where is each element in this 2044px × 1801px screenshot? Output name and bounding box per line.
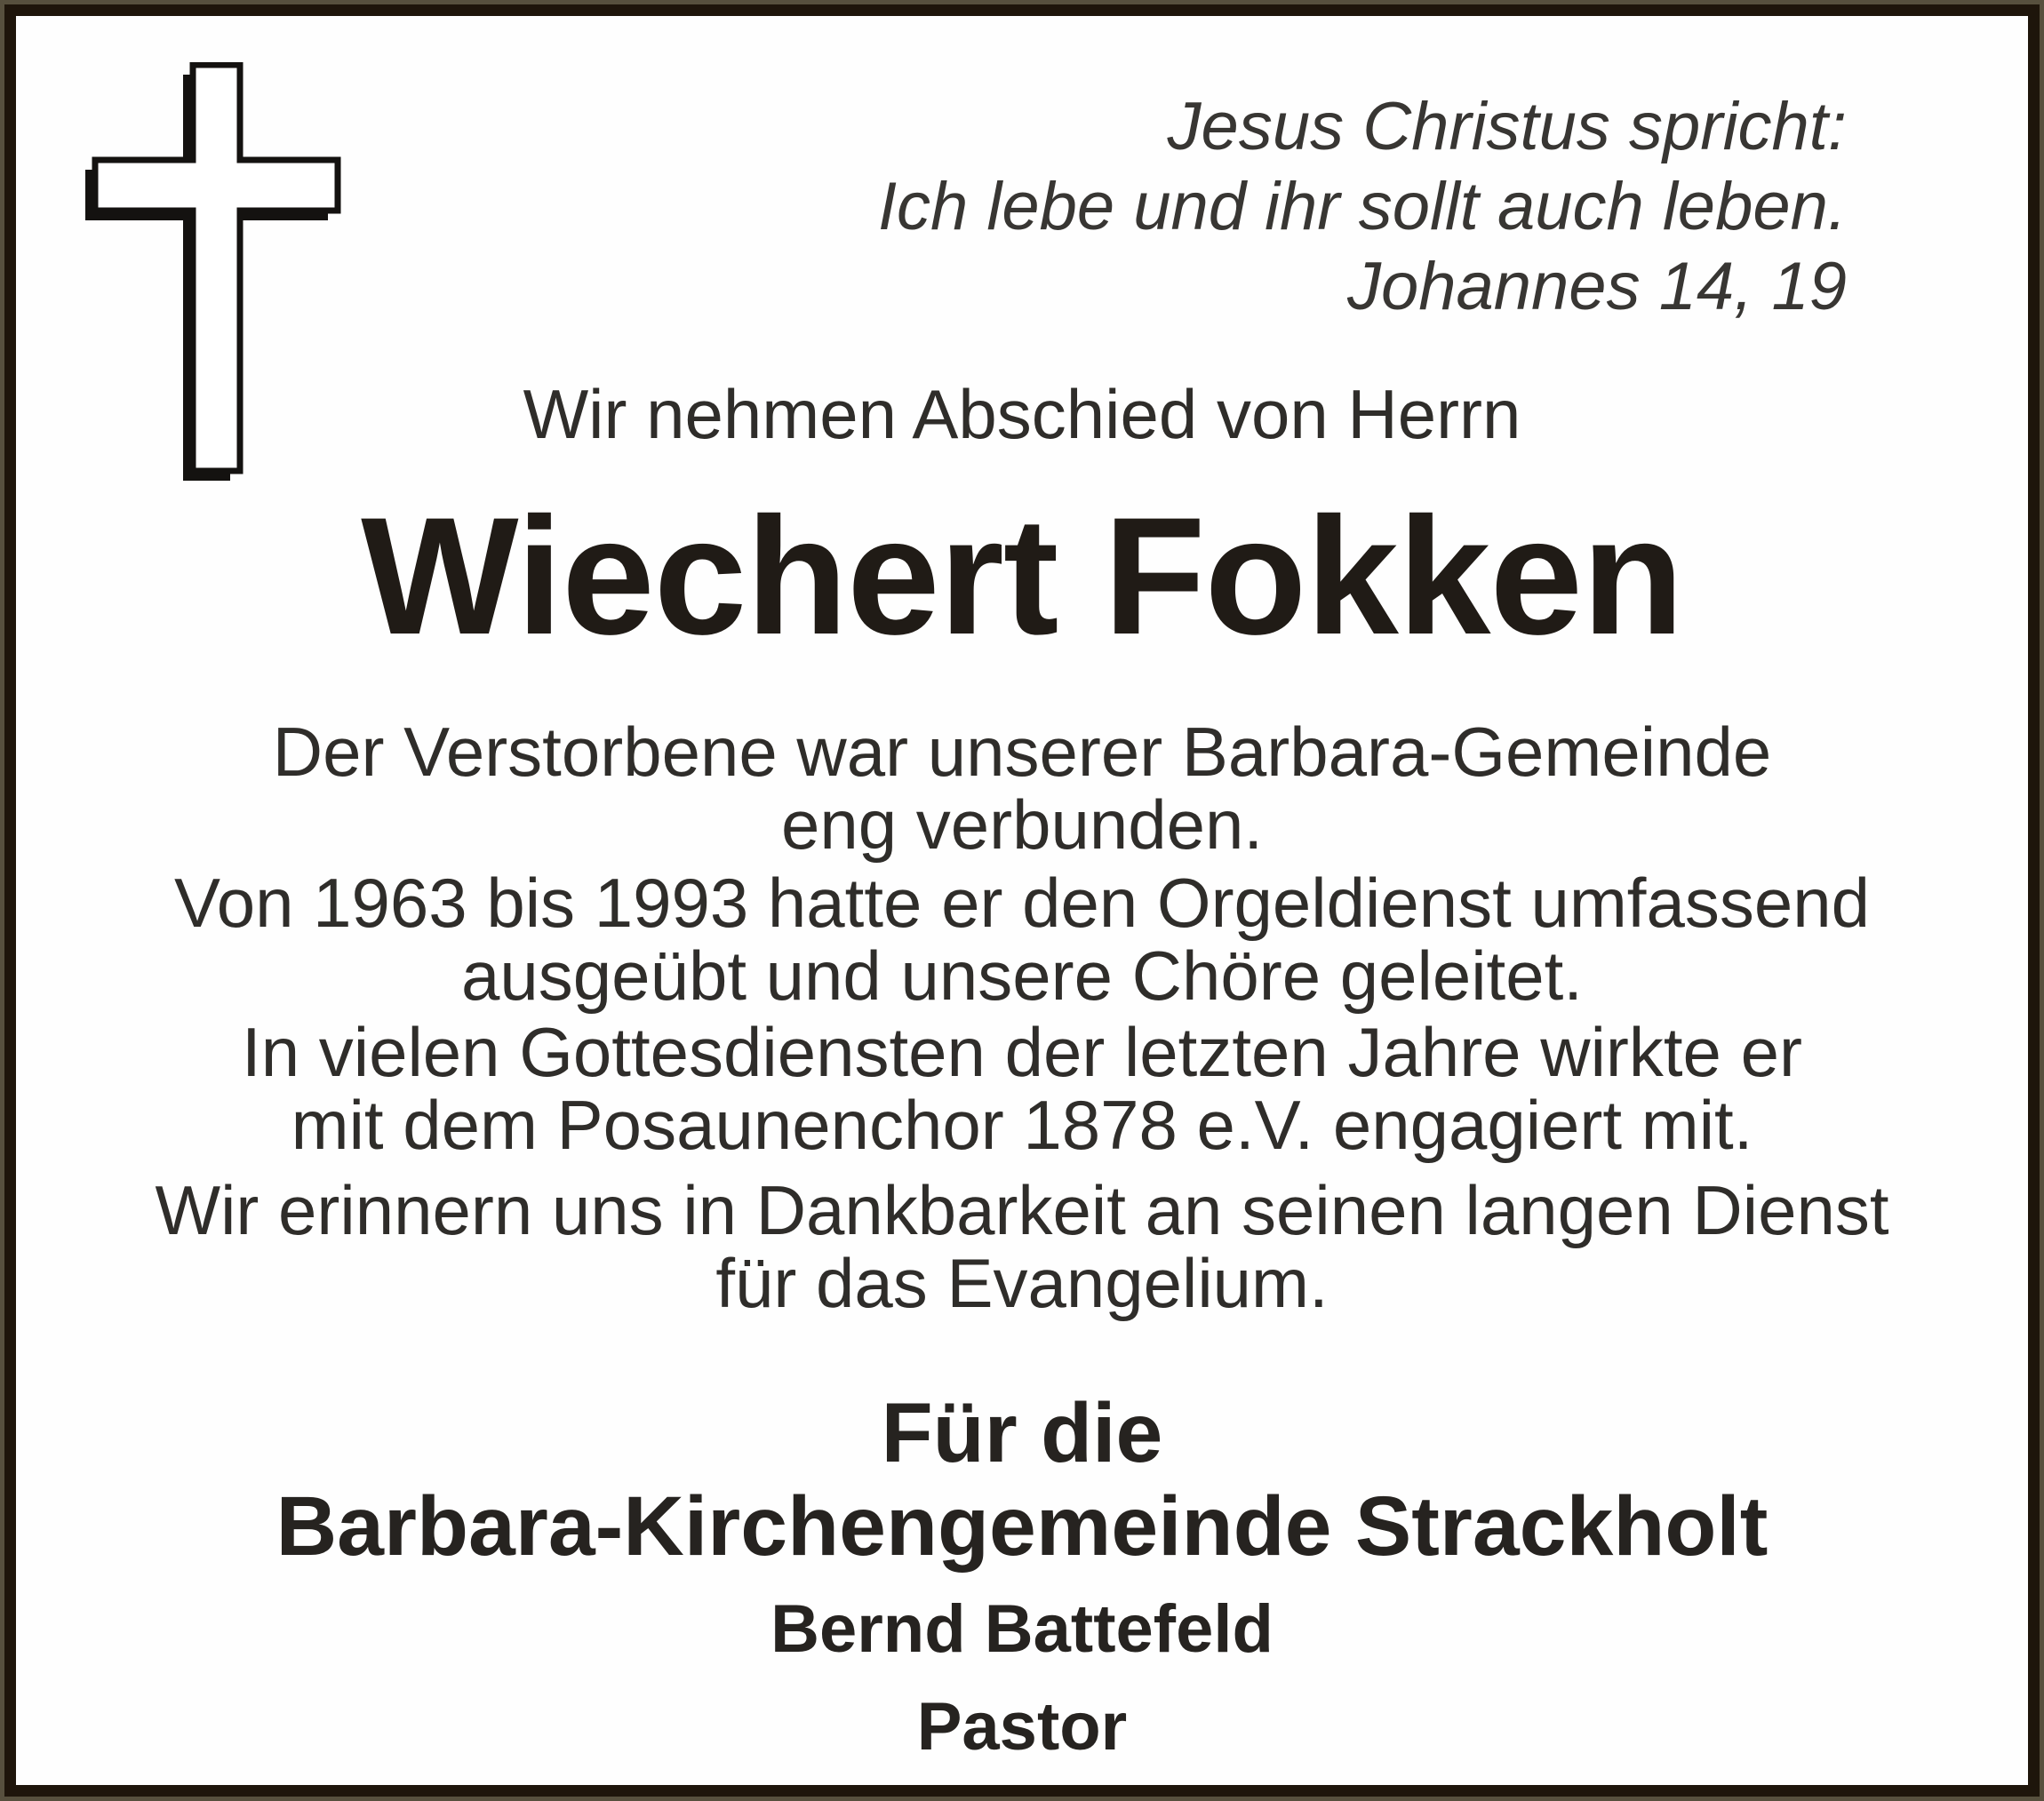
- scripture-reference: Johannes 14, 19: [1346, 249, 1847, 324]
- body-line: Wir erinnern uns in Dankbarkeit an seinen langen Dienst: [155, 1171, 1889, 1249]
- body-paragraph: [16, 1171, 2028, 1322]
- scripture-quote: [878, 87, 1847, 327]
- intro-line: Wir nehmen Abschied von Herrn: [523, 375, 1521, 453]
- deceased-name: Wiechert Fokken: [361, 482, 1683, 669]
- closing-dedication: [16, 1387, 2028, 1574]
- body-line: Von 1963 bis 1993 hatte er den Orgeldienst umfassend: [174, 864, 1870, 942]
- signature-block: [16, 1581, 2028, 1776]
- body-line: für das Evangelium.: [715, 1244, 1329, 1322]
- dedication-line-1: Für die: [881, 1386, 1163, 1480]
- body-paragraph: [16, 864, 2028, 1015]
- body-paragraph: [16, 713, 2028, 864]
- signature-name: Bernd Battefeld: [770, 1591, 1274, 1667]
- scripture-line-2: Ich lebe und ihr sollt auch leben.: [877, 169, 1847, 244]
- body-line: In vielen Gottesdiensten der letzten Jahre wirkte er: [242, 1013, 1802, 1091]
- scripture-line-1: Jesus Christus spricht:: [1167, 89, 1847, 164]
- body-line: mit dem Posaunenchor 1878 e.V. engagiert mit.: [291, 1086, 1753, 1164]
- obituary-body: [16, 713, 2028, 1322]
- signature-role: Pastor: [916, 1689, 1128, 1765]
- body-line: ausgeübt und unsere Chöre geleitet.: [461, 936, 1583, 1015]
- body-line: Der Verstorbene war unserer Barbara-Gemeinde: [272, 713, 1772, 791]
- body-line: eng verbunden.: [780, 785, 1264, 864]
- dedication-line-2: Barbara-Kirchengemeinde Strackholt: [275, 1479, 1769, 1574]
- notice-sheet: [4, 4, 2040, 1797]
- body-paragraph: [16, 1013, 2028, 1164]
